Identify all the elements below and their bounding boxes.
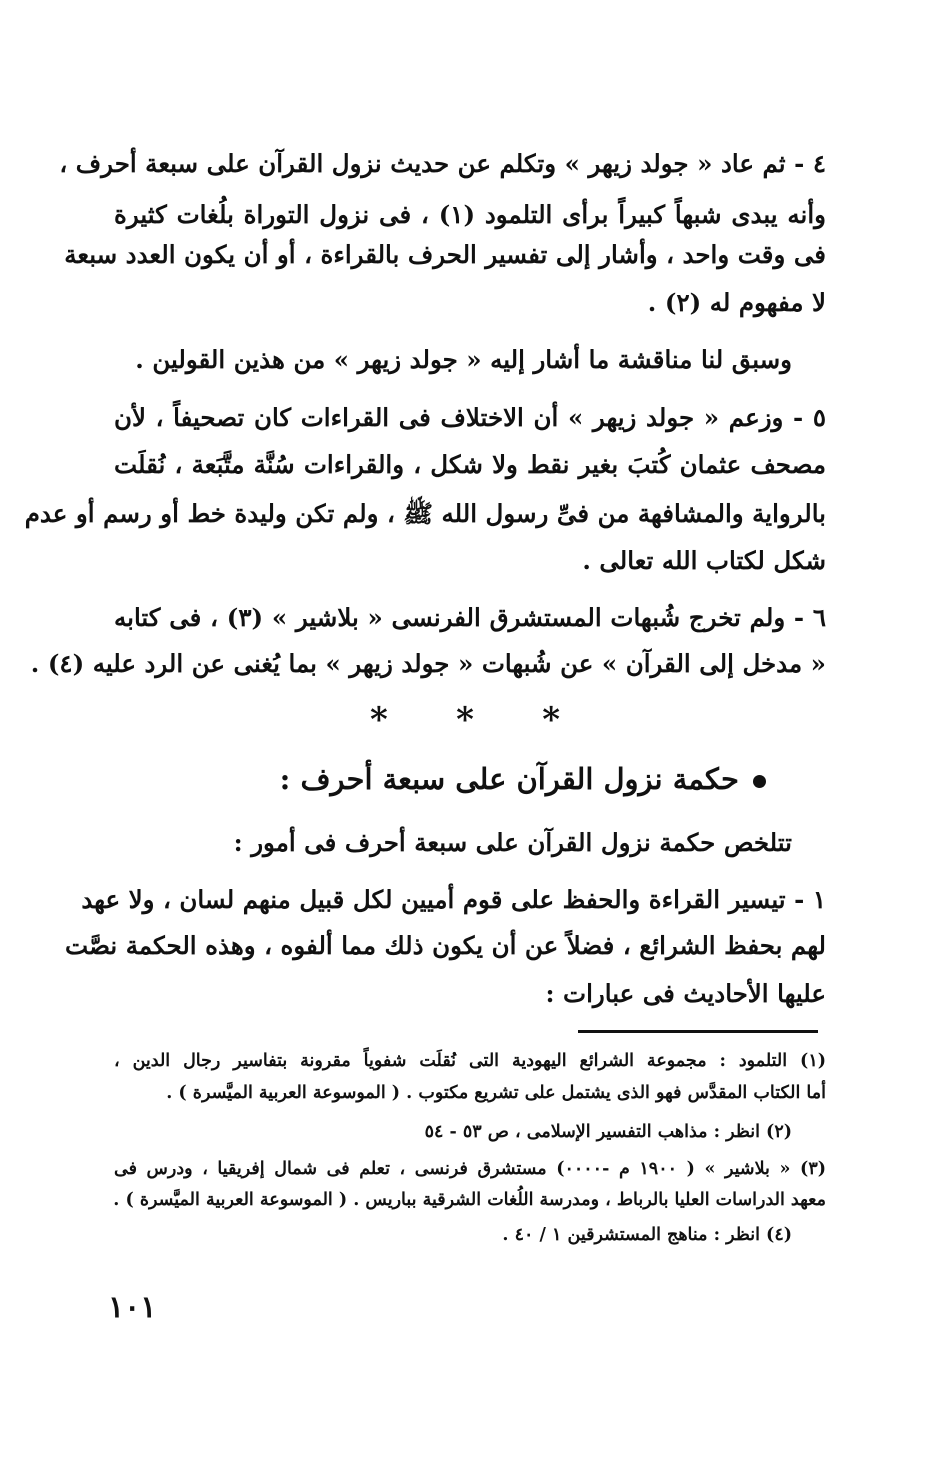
section-heading [280, 762, 766, 796]
footnote-line: (٤) انظر : مناهج المستشرقين ١ / ٤٠ . [502, 1225, 792, 1245]
bullet-icon [753, 775, 766, 788]
section-heading-text: حكمة نزول القرآن على سبعة أحرف : [279, 762, 739, 796]
text-line: ١ - تيسير القراءة والحفظ على قوم أميين لكل قبيل منهم لسان ، ولا عهد [81, 885, 826, 914]
text-line: شكل لكتاب الله تعالى . [582, 546, 826, 575]
asterisk-icon: * [542, 700, 560, 740]
footnote-line: (٢) انظر : مذاهب التفسير الإسلامى ، ص ٥٣ - ٥٤ [424, 1122, 792, 1142]
text-line: « مدخل إلى القرآن » عن شُبهات « جولد زيهر » بما يُغنى عن الرد عليه (٤) . [30, 649, 826, 678]
asterisk-icon: * [370, 700, 388, 740]
page-number: ١٠١ [108, 1290, 157, 1325]
footnote-line: (٣) « بلاشير » ( ١٩٠٠ م -٠٠٠٠) مستشرق فرنسى ، تعلم فى شمال إفريقيا ، ودرس فى [114, 1159, 827, 1179]
text-line: مصحف عثمان كُتبَ بغير نقط ولا شكل ، والقراءات سُنَّة متَّبَعة ، نُقلَت [114, 450, 826, 479]
text-line: ٥ - وزعم « جولد زيهر » أن الاختلاف فى القراءات كان تصحيفاً ، لأن [114, 403, 826, 432]
text-line: ٤ - ثم عاد « جولد زيهر » وتكلم عن حديث نزول القرآن على سبعة أحرف ، [59, 149, 826, 178]
text-line: وسبق لنا مناقشة ما أشار إليه « جولد زيهر » من هذين القولين . [135, 345, 792, 374]
text-line: لهم بحفظ الشرائع ، فضلاً عن أن يكون ذلك مما ألفوه ، وهذه الحكمة نصَّت [65, 931, 826, 960]
section-divider [370, 700, 560, 740]
asterisk-icon: * [456, 700, 474, 740]
footnote-line: معهد الدراسات العليا بالرباط ، ومدرسة اللُغات الشرقية بباريس . ( الموسوعة العربية الميَّسرة ) . [113, 1190, 826, 1210]
text-line: عليها الأحاديث فى عبارات : [545, 979, 826, 1008]
text-line: فى وقت واحد ، وأشار إلى تفسير الحرف بالقراءة ، أو أن يكون العدد سبعة [64, 240, 826, 269]
text-line: لا مفهوم له (٢) . [647, 288, 826, 317]
footnote-separator [578, 1030, 818, 1033]
text-line: بالرواية والمشافهة من فىِّ رسول الله ﷺ ، ولم تكن وليدة خط أو رسم أو عدم [24, 499, 826, 528]
section-intro: تتلخص حكمة نزول القرآن على سبعة أحرف فى أمور : [233, 828, 792, 857]
footnote-line: (١) التلمود : مجموعة الشرائع اليهودية التى نُقلَت شفوياً مقرونة بتفاسير رجال الدين ، [114, 1051, 826, 1071]
footnote-line: أما الكتاب المقدَّس فهو الذى يشتمل على تشريع مكتوب . ( الموسوعة العربية الميَّسرة ) . [166, 1083, 826, 1103]
text-line: وأنه يبدى شبهاً كبيراً برأى التلمود (١) ، فى نزول التوراة بلُغات كثيرة [114, 200, 826, 229]
text-line: ٦ - ولم تخرج شُبهات المستشرق الفرنسى « بلاشير » (٣) ، فى كتابه [114, 603, 826, 632]
